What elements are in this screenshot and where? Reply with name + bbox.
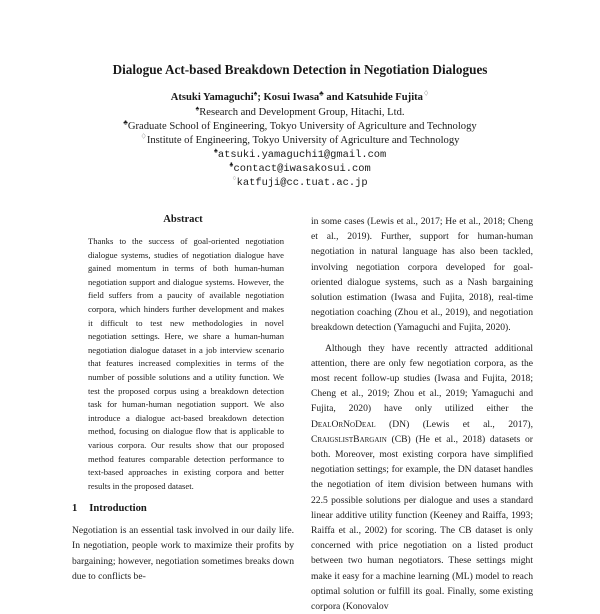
- right-column: [311, 214, 533, 614]
- email-yamaguchi: ♠atsuki.yamaguchi1@gmail.com: [213, 147, 387, 161]
- section-title: Introduction: [89, 503, 147, 515]
- right-paragraph-1: in some cases (Lewis et al., 2017; He et al., 2018; Cheng et al., 2019). Further, support for human-human negotiation in natural language has also been tackled, involving negotiation corpora developed for goal-oriented dialogue systems, such as a Nash bargaining solution estimation (Iwasa and Fujita, 2018), real-time negotiation coaching (Zhou et al., 2019), and negotiation breakdown detection (Yamaguchi and Fujita, 2020).: [311, 216, 533, 334]
- author-yamaguchi: Atsuki Yamaguchi: [170, 92, 254, 103]
- paper-title: Dialogue Act-based Breakdown Detection in Negotiation Dialogues: [112, 62, 488, 77]
- diamond-mark: ♢: [232, 175, 237, 184]
- affiliation-graduate-school: ♣Graduate School of Engineering, Tokyo University of Agriculture and Technology: [123, 118, 477, 132]
- abstract-heading: Abstract: [163, 214, 203, 225]
- diamond-mark: ♢: [422, 89, 430, 98]
- affiliation-hitachi: ♠Research and Development Group, Hitachi, Ltd.: [195, 104, 405, 118]
- author-fujita: and Katsuhide Fujita: [323, 92, 423, 103]
- author-line: [0, 89, 600, 103]
- section-heading-introduction: [72, 503, 294, 514]
- club-mark: ♣: [123, 118, 128, 127]
- author-iwasa: ; Kosui Iwasa: [257, 92, 320, 103]
- spade-mark: ♠: [195, 104, 200, 113]
- section-number: 1: [72, 503, 78, 515]
- right-paragraph-2: Although they have recently attracted additional attention, there are only few negotiation corpora, as the most recent follow-up studies (Iwasa and Fujita, 2018; Cheng et al., 2019; Zhou et al., 2019; Yamaguchi and Fujita, 2020) have only utilized either the DealOrNoDeal (DN) (Lewis et al., 2017), CraigslistBargain (CB) (He et al., 2018) datasets or both. Moreover, most existing corpora have simplified negotiation settings; for example, the DN dataset handles the negotiation of item division between humans with 22.5 possible solutions per dialogue and uses a standard linear additive utility function (Keeney and Raiffa, 1993; Raiffa et al., 2002) for scoring. The CB dataset is only concerned with price negotiation on a listed product between two human negotiators. These settings might make it easy for a machine learning (ML) model to reach optimal solution or fulfill its goal. Finally, some existing corpora (Konovalov: [311, 342, 533, 613]
- abstract-text: Thanks to the success of goal-oriented negotiation dialogue systems, studies of negotiation dialogue have gained momentum in terms of both human-human negotiation support and dialogue systems. However, the field suffers from a paucity of available negotiation corpora, which hinders further development and makes it difficult to test new methodologies in novel negotiation settings. Here, we share a human-human negotiation dialogue dataset in a job interview scenario that features increased complexities in terms of the number of possible solutions and a utility function. We test the proposed corpus using a breakdown detection task for human-human negotiation support. We also introduce a dialogue act-based breakdown detection method, focusing on dialogue flow that is applicable to various corpora. Our results show that our proposed method features comparable detection performance to text-based approaches in existing corpora and better results in the proposed dataset.: [88, 236, 284, 491]
- dataset-name-dn: DealOrNoDeal: [311, 418, 376, 430]
- introduction-paragraph: Negotiation is an essential task involved in our daily life. In negotiation, people work to maximize their profits by bargaining; however, negotiation sometimes breaks down due to conflicts be-: [72, 525, 294, 582]
- affiliation-institute: ♢Institute of Engineering, Tokyo University of Agriculture and Technology: [140, 132, 460, 146]
- spade-mark: ♠: [213, 147, 218, 156]
- spade-mark: ♠: [253, 89, 258, 98]
- dataset-name-cb: CraigslistBargain: [311, 433, 387, 445]
- club-mark: ♣: [229, 161, 234, 170]
- club-mark: ♣: [319, 89, 324, 98]
- email-fujita: ♢katfuji@cc.tuat.ac.jp: [232, 175, 368, 189]
- email-iwasa: ♣contact@iwasakosui.com: [229, 161, 371, 175]
- left-column: [72, 214, 294, 584]
- diamond-mark: ♢: [140, 132, 147, 141]
